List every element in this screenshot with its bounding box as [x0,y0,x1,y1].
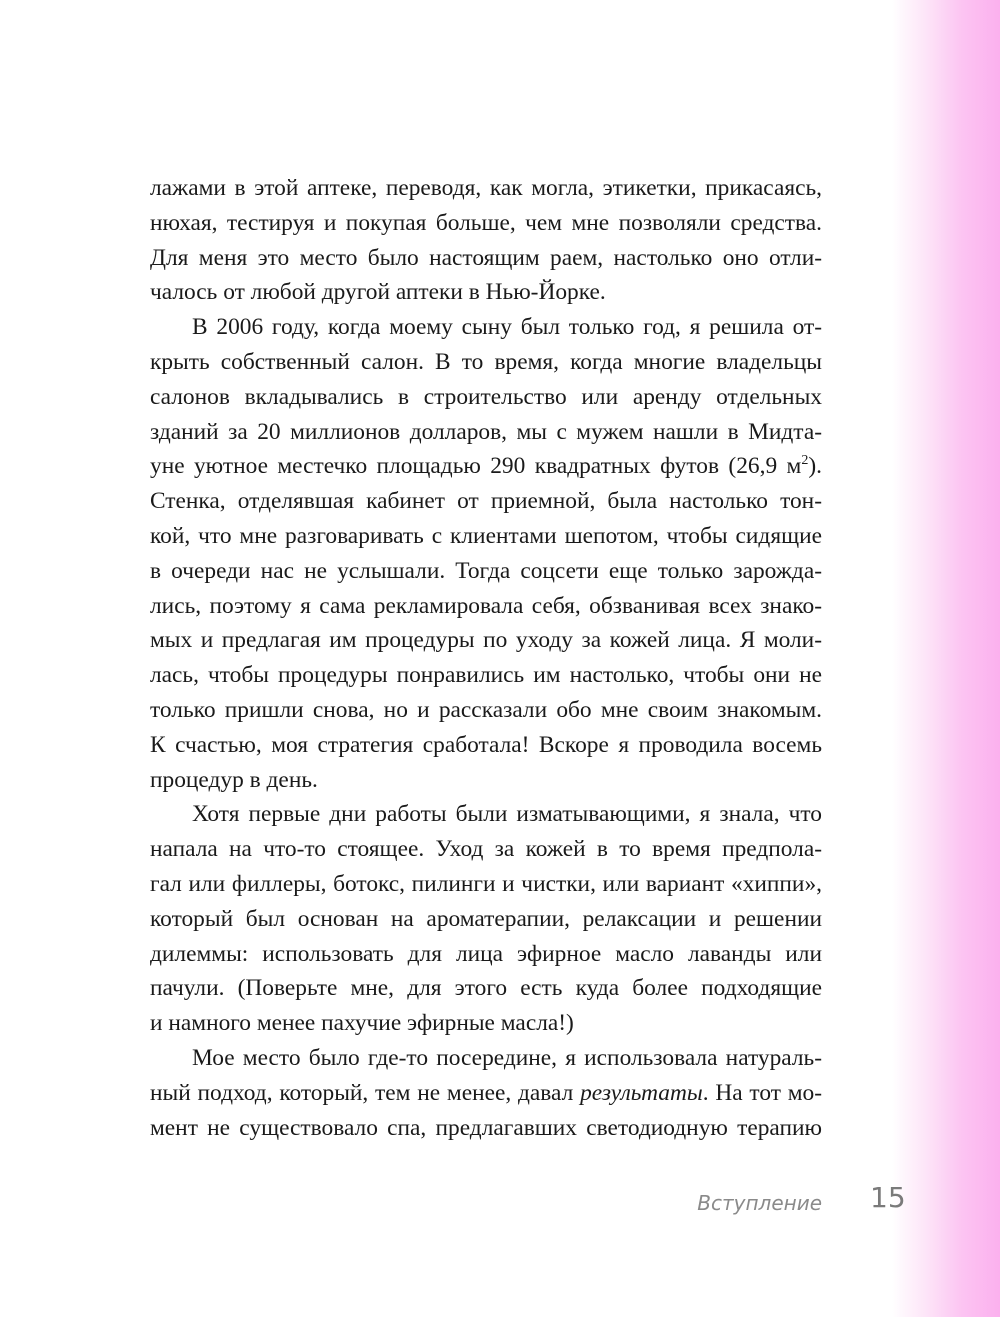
text-line: лись, поэтому я сама рекламировала себя, обзванивая всех знако- [150,592,822,619]
text-line: Стенка, отделявшая кабинет от приемной, была настолько тон- [150,488,822,515]
emphasized-word: результаты [580,1079,703,1106]
text-line [150,1076,822,1111]
section-label: Вступление [697,1191,822,1215]
text-line: пачули. (Поверьте мне, для этого есть куда более подходящие [150,975,822,1002]
paragraph-1 [150,171,822,310]
text-line: в очереди нас не услышали. Тогда соцсети еще только зарожда- [150,557,822,584]
text-line: чалось от любой другой аптеки в Нью-Йорке. [150,279,606,306]
text-fragment: уне уютное местечко площадью 290 квадратных футов (26,9 м [150,453,802,480]
body-text [150,171,822,1145]
text-line: крыть собственный салон. В то время, когда многие владельцы [150,348,822,375]
text-line: и намного менее пахучие эфирные масла!) [150,1010,574,1037]
text-line: салонов вкладывались в строительство или аренду отдельных [150,383,822,410]
text-fragment: ный подход, который, тем не менее, давал [150,1079,581,1106]
text-line: нюхая, тестируя и покупая больше, чем мне позволяли средства. [150,209,822,236]
text-line: мых и предлагая им процедуры по уходу за кожей лица. Я моли- [150,627,822,654]
text-line: мент не существовало спа, предлагавших светодиодную терапию [150,1114,822,1141]
pink-edge-gradient [892,0,1000,1317]
text-line: напала на что-то стоящее. Уход за кожей в то время предпола- [150,836,822,863]
text-line: гал или филлеры, ботокс, пилинги и чистки, или вариант «хиппи», [150,870,822,897]
text-line: только пришли снова, но и рассказали обо мне своим знакомым. [150,696,822,723]
text-line: кой, что мне разговаривать с клиентами шепотом, чтобы сидящие [150,522,822,549]
superscript: 2 [801,452,809,469]
paragraph-3 [150,797,822,1041]
text-line [150,449,822,484]
text-line: Мое место было где-то посередине, я использовала натураль- [192,1044,822,1071]
text-line: К счастью, моя стратегия сработала! Вскоре я проводила восемь [150,731,822,758]
text-line: дилеммы: использовать для лица эфирное масло лаванды или [150,940,822,967]
text-line: лажами в этой аптеке, переводя, как могла, этикетки, прикасаясь, [150,175,822,201]
text-line: который был основан на ароматерапии, релаксации и решении [150,905,822,932]
text-line: лась, чтобы процедуры понравились им настолько, чтобы они не [150,662,822,689]
text-line: зданий за 20 миллионов долларов, мы с мужем нашли в Мидта- [150,418,822,445]
paragraph-2 [150,310,822,797]
text-line: В 2006 году, когда моему сыну был только год, я решила от- [192,314,822,341]
text-line: процедур в день. [150,766,318,793]
text-line: Хотя первые дни работы были изматывающими, я знала, что [192,801,822,828]
page-number: 15 [870,1181,906,1214]
text-line: Для меня это место было настоящим раем, настолько оно отли- [150,244,822,271]
text-fragment: ). [808,453,822,480]
paragraph-4 [150,1041,822,1145]
text-fragment: . На тот мо- [702,1079,822,1106]
